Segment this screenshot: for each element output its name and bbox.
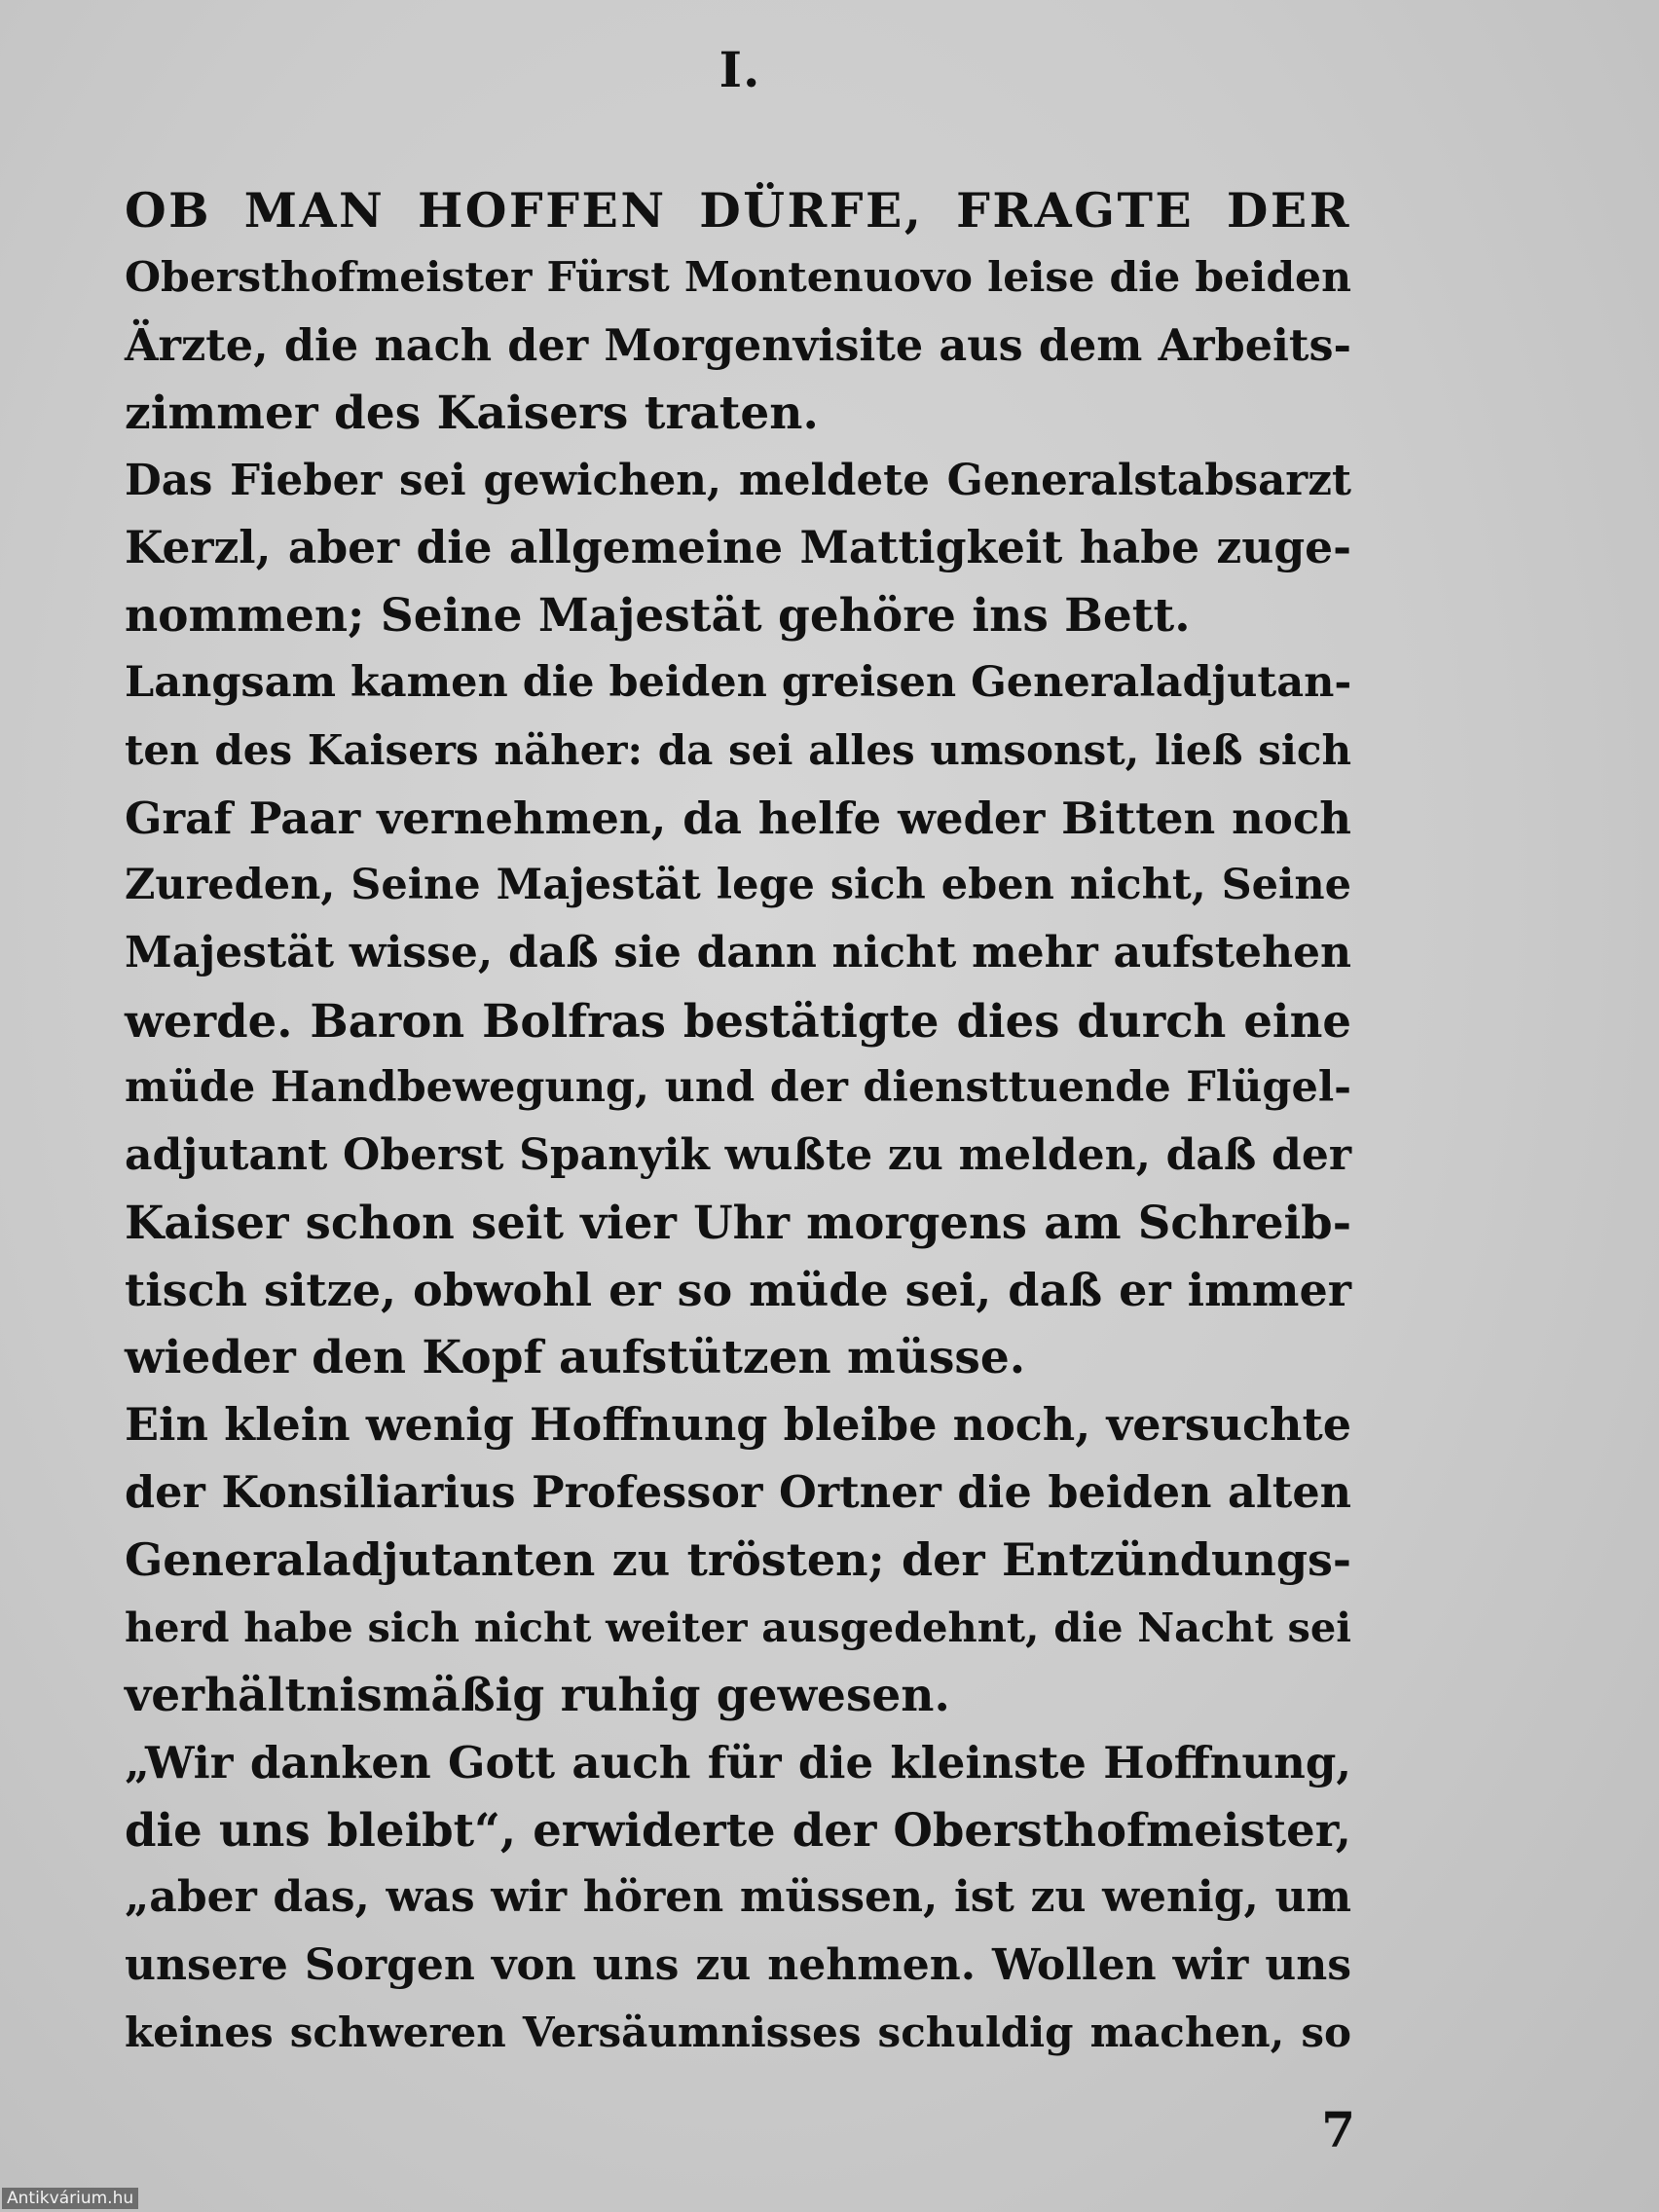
- text-line: herd habe sich nicht weiter ausgedehnt, die Nacht sei: [125, 1604, 1351, 1652]
- text-line: die uns bleibt“, erwiderte der Obersthofmeister,: [125, 1803, 1351, 1858]
- text-line: „Wir danken Gott auch für die kleinste Hoffnung,: [125, 1736, 1351, 1788]
- watermark: Antikvárium.hu: [2, 2188, 138, 2209]
- text-line: Kerzl, aber die allgemeine Mattigkeit habe zuge-: [125, 521, 1351, 574]
- text-line: Generaladjutanten zu trösten; der Entzündungs-: [125, 1532, 1351, 1586]
- text-line: Zureden, Seine Majestät lege sich eben nicht, Seine: [125, 860, 1351, 909]
- text-line: keines schweren Versäumnisses schuldig machen, so: [125, 2009, 1351, 2057]
- text-line: verhältnismäßig ruhig gewesen.: [125, 1668, 950, 1722]
- text-line: OB MAN HOFFEN DÜRFE, FRAGTE DER: [125, 182, 1351, 239]
- text-line: Graf Paar vernehmen, da helfe weder Bitten noch: [125, 792, 1351, 844]
- text-line: Kaiser schon seit vier Uhr morgens am Schreib-: [125, 1196, 1351, 1250]
- text-line: nommen; Seine Majestät gehöre ins Bett.: [125, 588, 1191, 643]
- text-line: „aber das, was wir hören müssen, ist zu wenig, um: [125, 1872, 1351, 1923]
- text-line: werde. Baron Bolfras bestätigte dies durch eine: [125, 993, 1351, 1048]
- text-line: müde Handbewegung, und der diensttuende Flügel-: [125, 1062, 1351, 1112]
- page-number: 7: [1321, 2101, 1355, 2158]
- text-line: wieder den Kopf aufstützen müsse.: [125, 1331, 1026, 1385]
- text-line: unsere Sorgen von uns zu nehmen. Wollen wir uns: [125, 1939, 1351, 1990]
- text-line: Ein klein wenig Hoffnung bleibe noch, versuchte: [125, 1398, 1351, 1452]
- body-text: [125, 177, 1351, 2066]
- text-line: Obersthofmeister Fürst Montenuovo leise die beiden: [125, 253, 1351, 303]
- text-line: der Konsiliarius Professor Ortner die beiden alten: [125, 1466, 1351, 1518]
- text-line: adjutant Oberst Spanyik wußte zu melden, daß der: [125, 1130, 1351, 1181]
- text-line: Majestät wisse, daß sie dann nicht mehr aufstehen: [125, 928, 1351, 978]
- text-line: zimmer des Kaisers traten.: [125, 386, 819, 440]
- text-line: ten des Kaisers näher: da sei alles umsonst, ließ sich: [125, 726, 1351, 775]
- chapter-number: I.: [719, 41, 761, 98]
- text-line: Langsam kamen die beiden greisen Generaladjutan-: [125, 658, 1352, 708]
- text-line: tisch sitze, obwohl er so müde sei, daß er immer: [125, 1263, 1351, 1316]
- text-line: Das Fieber sei gewichen, meldete Generalstabsarzt: [125, 456, 1351, 506]
- text-line: Ärzte, die nach der Morgenvisite aus dem Arbeits-: [125, 319, 1351, 371]
